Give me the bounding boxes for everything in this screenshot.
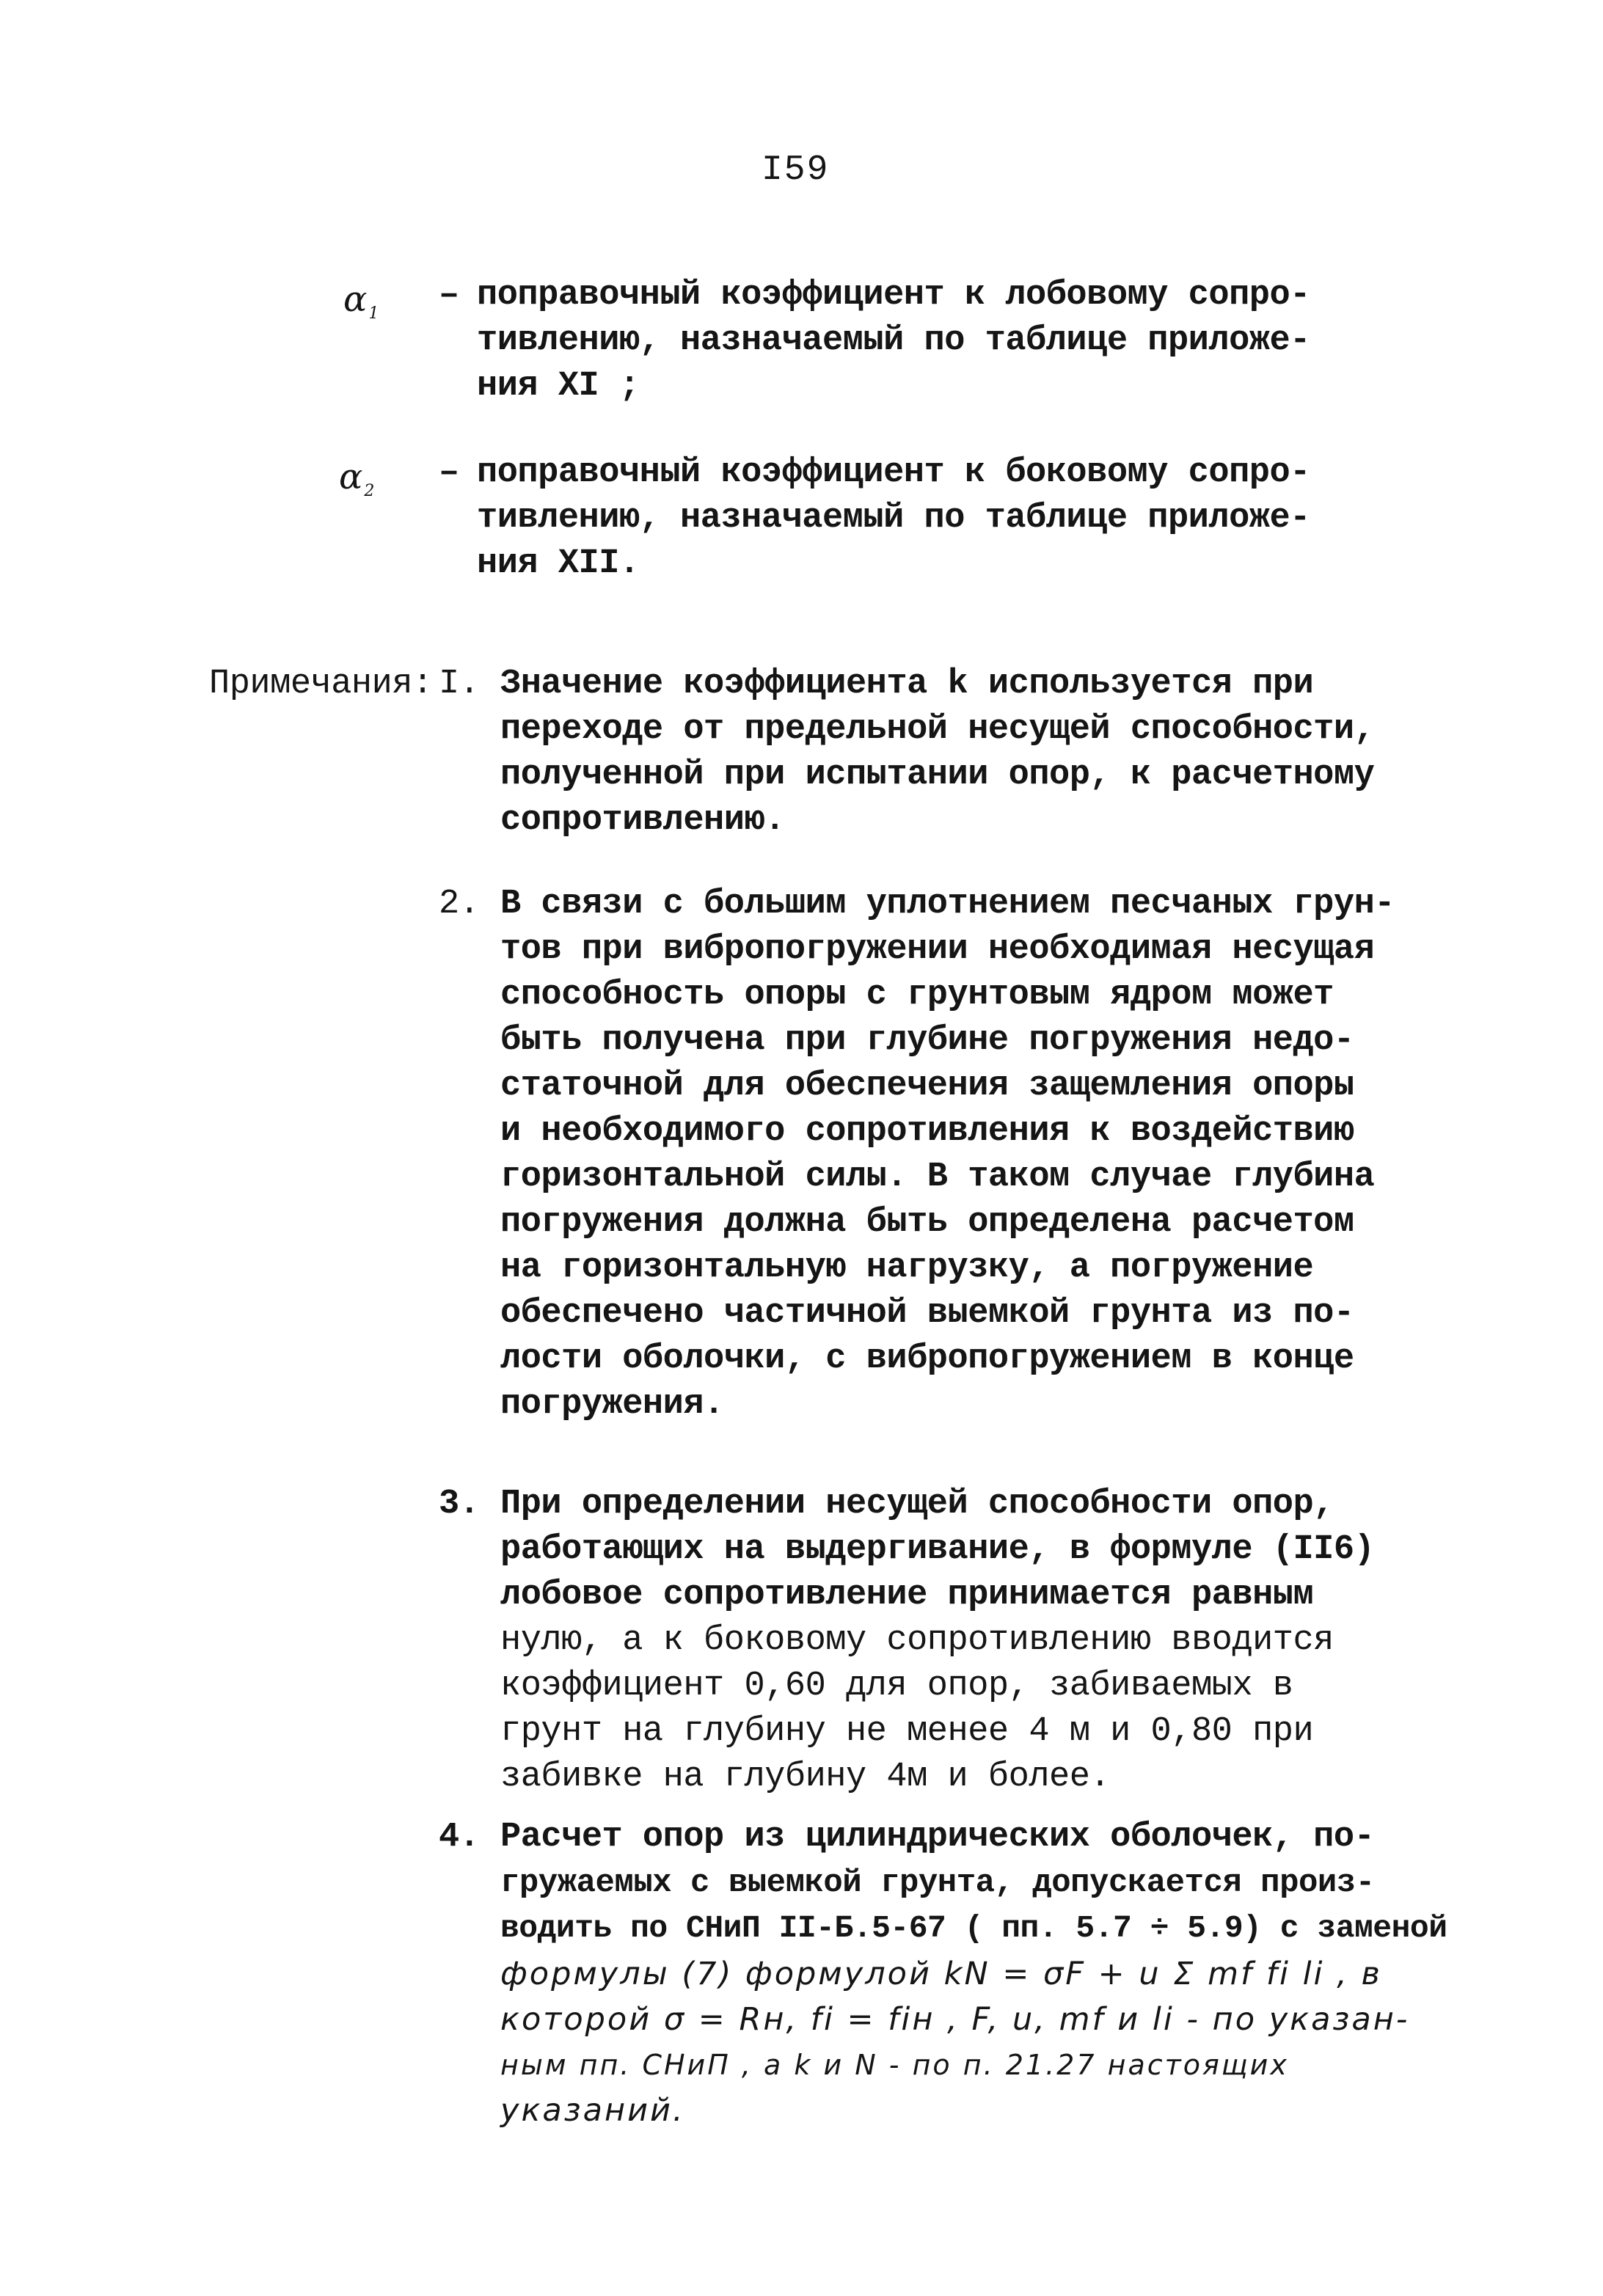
note-2-text [500, 882, 1395, 1427]
note-3-line-4: нулю, а к боковому сопротивлению вводится [500, 1621, 1334, 1660]
alpha-1-dash: – [439, 276, 460, 315]
note-2-line-4: быть получена при глубине погружения недо- [500, 1021, 1354, 1060]
note-1-line-1: Значение коэффициента k используется при [500, 665, 1314, 703]
notes-label: Примечания: [209, 665, 433, 703]
note-4-line-2: гружаемых с выемкой грунта, допускается произ- [500, 1865, 1375, 1901]
alpha-2-subscript: 2 [364, 482, 375, 500]
note-4-line-3: водить по СНиП II-Б.5-67 ( пп. 5.7 ÷ 5.9) с заменой [500, 1910, 1447, 1946]
note-2-line-6: и необходимого сопротивления к воздействию [500, 1112, 1354, 1151]
note-2-line-8: погружения должна быть определена расчетом [500, 1203, 1354, 1242]
alpha-2-line-3: ния XII. [477, 544, 640, 583]
note-2-line-1: В связи с большим уплотнением песчаных грун- [500, 885, 1395, 924]
alpha-1-line-2: тивлению, назначаемый по таблице приложе- [477, 321, 1310, 360]
alpha-2-letter: α [339, 456, 363, 497]
note-4-text [500, 1815, 1447, 2133]
note-3-line-1: При определении несущей способности опор, [500, 1485, 1334, 1524]
alpha-1-symbol [343, 279, 379, 323]
note-1-number: I. [439, 665, 480, 703]
alpha-2-dash: – [439, 453, 460, 492]
note-1-line-2: переходе от предельной несущей способности, [500, 710, 1375, 749]
note-3-line-6: грунт на глубину не менее 4 м и 0,80 при [500, 1712, 1314, 1751]
alpha-2-definition [477, 450, 1310, 587]
page-number: I59 [762, 150, 830, 190]
note-3-line-5: коэффициент 0,60 для опор, забиваемых в [500, 1667, 1293, 1705]
note-4-line-7: указаний. [500, 2092, 685, 2129]
alpha-1-definition [477, 273, 1310, 409]
note-4-line-6: ным пп. СНиП , а k и N - по п. 21.27 настоящих [500, 2049, 1289, 2081]
alpha-2-symbol [339, 456, 374, 500]
note-2-line-10: обеспечено частичной выемкой грунта из по- [500, 1294, 1354, 1333]
note-2-number: 2. [439, 885, 480, 924]
alpha-2-line-2: тивлению, назначаемый по таблице приложе- [477, 499, 1310, 538]
note-4-line-1: Расчет опор из цилиндрических оболочек, по- [500, 1818, 1375, 1857]
alpha-1-subscript: 1 [368, 304, 379, 323]
note-2-line-11: лости оболочки, с вибропогружением в конце [500, 1339, 1354, 1378]
note-4-line-5: которой σ = Rн, fi = fiн , F, u, mf и li - по указан- [500, 2001, 1410, 2038]
note-3-line-3: лобовое сопротивление принимается равным [500, 1576, 1314, 1615]
note-2-line-2: тов при вибропогружении необходимая несущая [500, 930, 1375, 969]
note-3-text [500, 1482, 1374, 1800]
note-2-line-12: погружения. [500, 1385, 724, 1424]
note-4-line-4: формулы (7) формулой kN = σF + u Σ mf fi li , в [500, 1956, 1382, 1992]
alpha-2-line-1: поправочный коэффициент к боковому сопро- [477, 453, 1310, 492]
alpha-1-line-1: поправочный коэффициент к лобовому сопро- [477, 276, 1310, 315]
note-3-line-2: работающих на выдергивание, в формуле (II6) [500, 1530, 1375, 1569]
note-2-line-3: способность опоры с грунтовым ядром может [500, 976, 1334, 1014]
note-3-number: 3. [439, 1485, 480, 1524]
note-3-line-7: забивке на глубину 4м и более. [500, 1758, 1111, 1796]
note-1-line-3: полученной при испытании опор, к расчетному [500, 756, 1375, 794]
note-2-line-9: на горизонтальную нагрузку, а погружение [500, 1248, 1314, 1287]
alpha-1-line-3: ния XI ; [477, 367, 640, 406]
note-4-number: 4. [439, 1818, 480, 1857]
note-2-line-5: статочной для обеспечения защемления опоры [500, 1067, 1354, 1105]
alpha-1-letter: α [343, 279, 368, 320]
note-1-line-4: сопротивлению. [500, 801, 785, 840]
note-2-line-7: горизонтальной силы. В таком случае глубина [500, 1158, 1375, 1196]
note-1-text [500, 662, 1374, 844]
